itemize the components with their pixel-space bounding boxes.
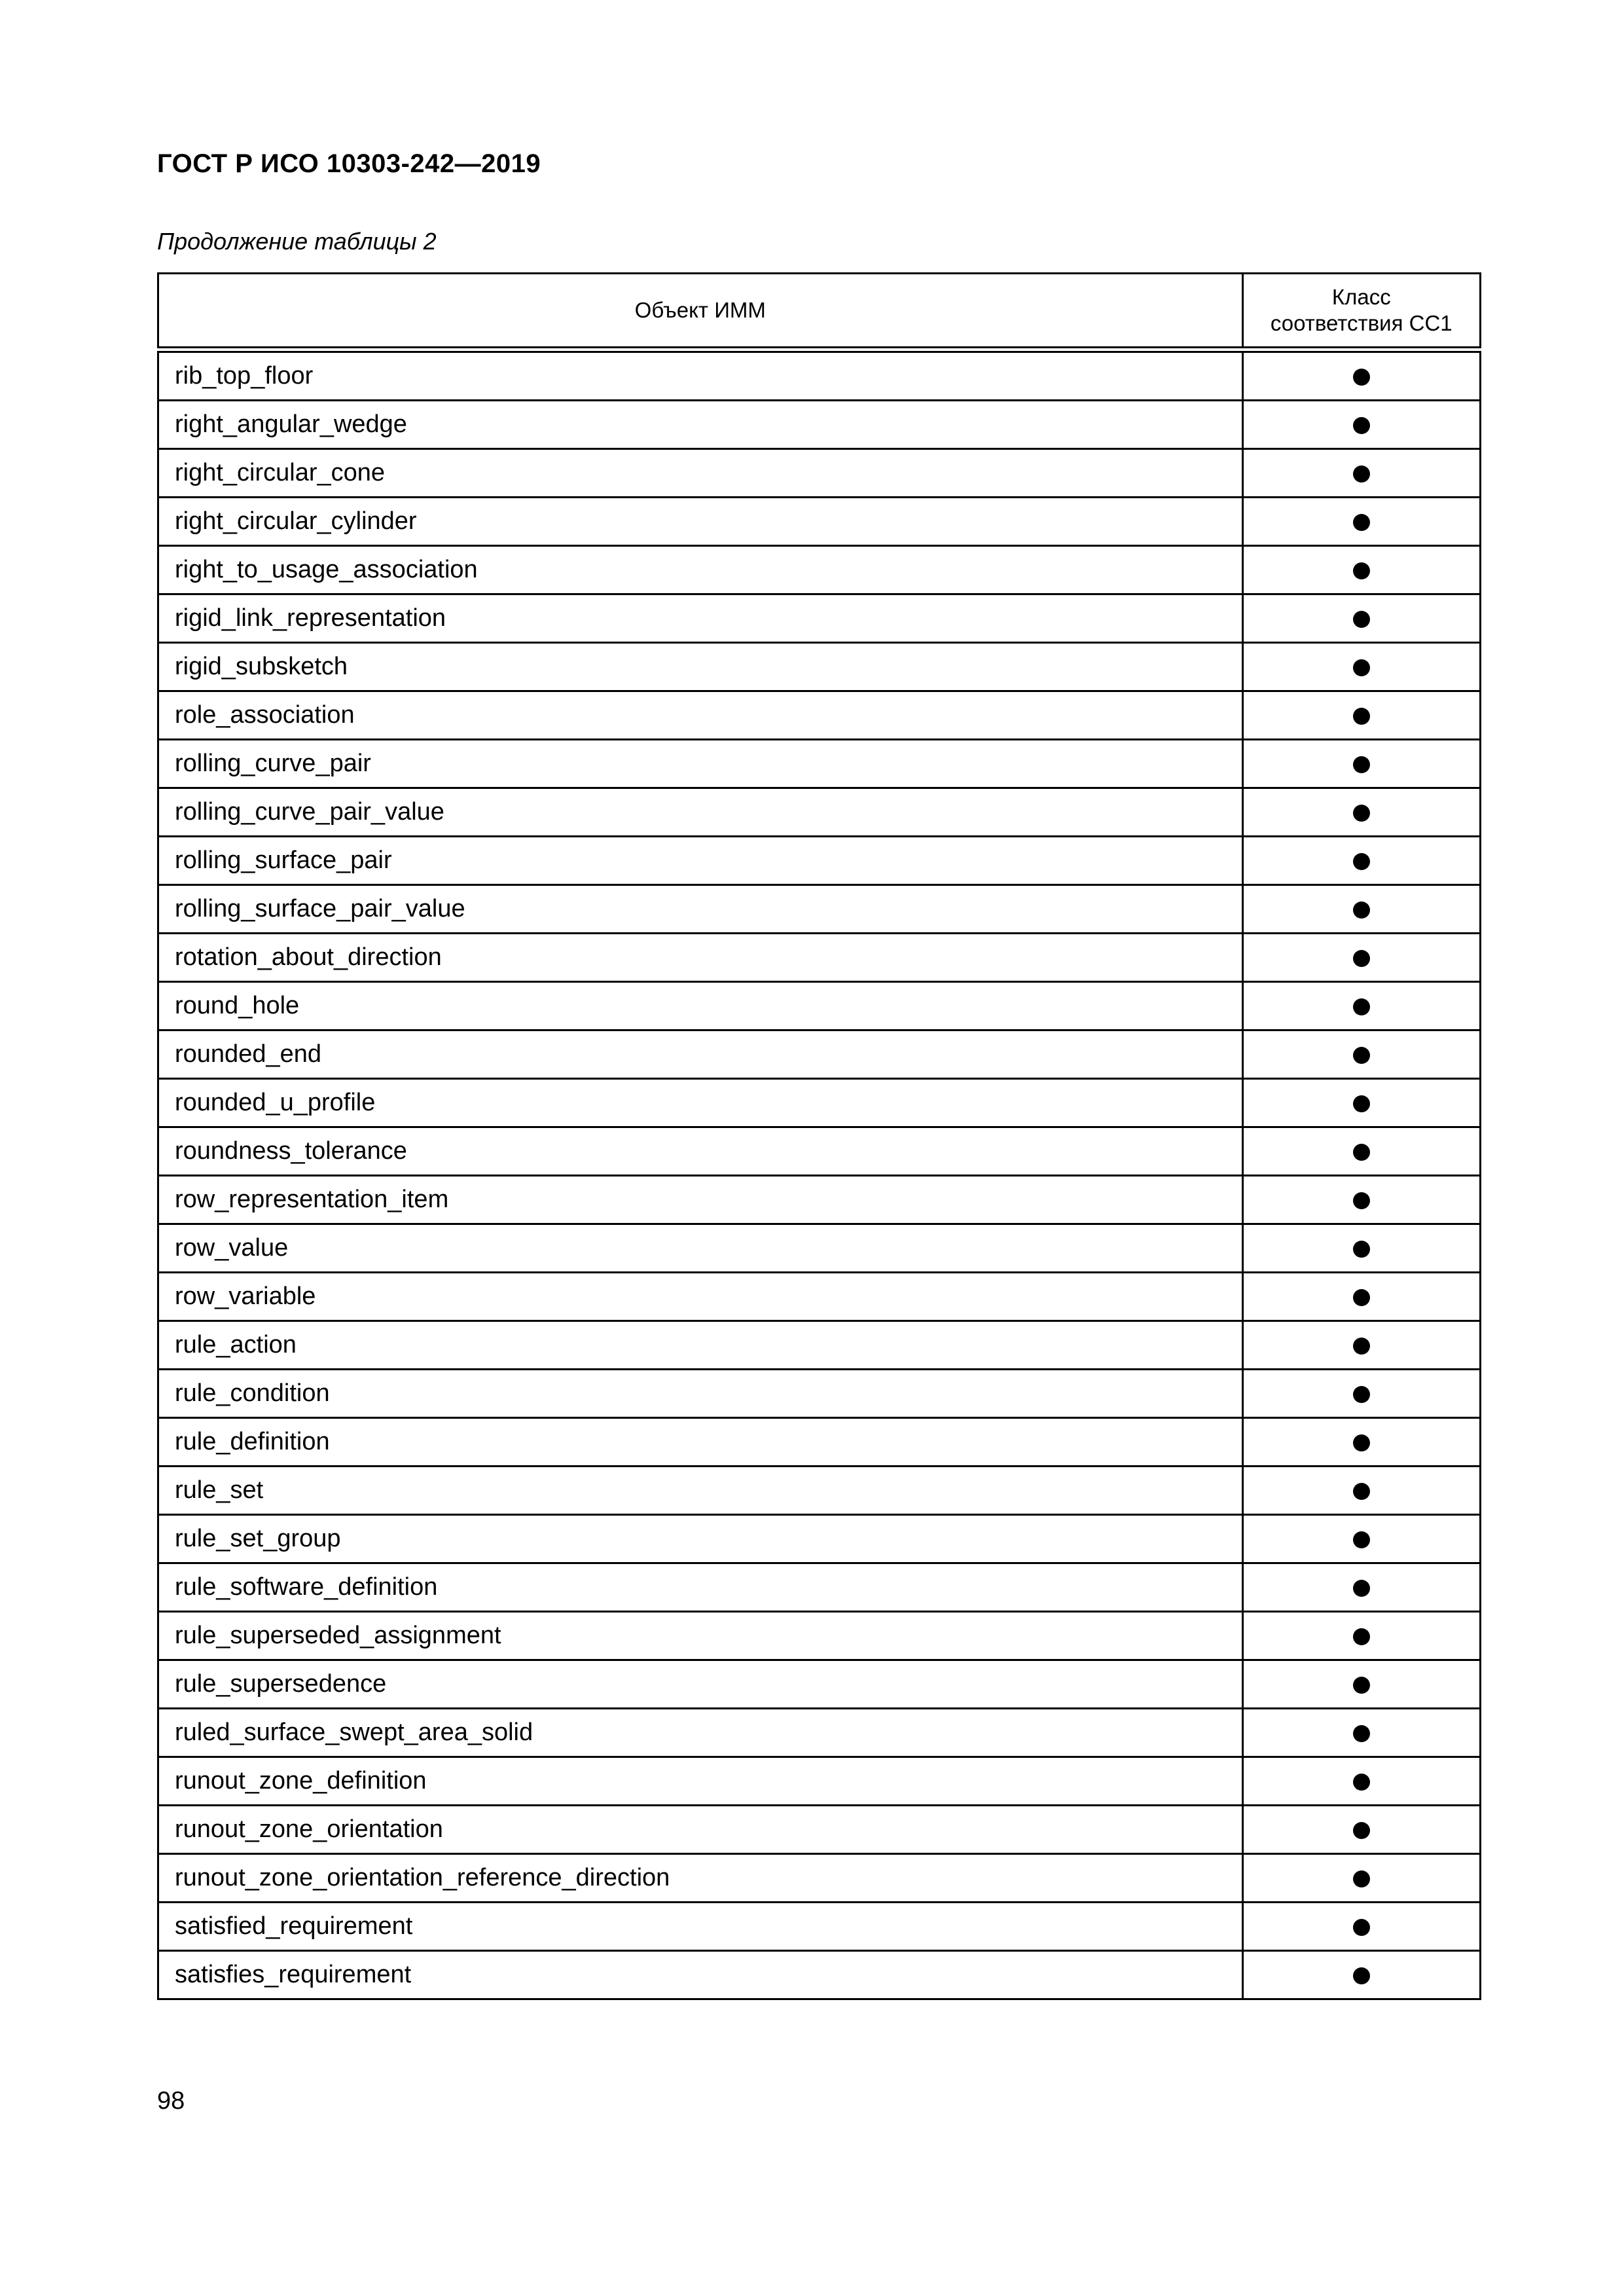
- filled-circle-icon: [1353, 853, 1370, 870]
- filled-circle-icon: [1353, 998, 1370, 1015]
- filled-circle-icon: [1353, 805, 1370, 822]
- cc1-cell: [1242, 1563, 1480, 1612]
- cc1-cell: [1242, 1224, 1480, 1273]
- table-row: [158, 1176, 1481, 1224]
- table-row: [158, 594, 1481, 643]
- cc1-cell: [1242, 350, 1480, 401]
- filled-circle-icon: [1353, 1047, 1370, 1064]
- cc1-cell: [1242, 643, 1480, 691]
- cc1-cell: [1242, 885, 1480, 934]
- object-name-cell: role_association: [158, 691, 1243, 740]
- object-name-cell: row_variable: [158, 1273, 1243, 1321]
- filled-circle-icon: [1353, 369, 1370, 386]
- table-row: [158, 691, 1481, 740]
- table-row: [158, 1612, 1481, 1660]
- filled-circle-icon: [1353, 562, 1370, 579]
- cc1-cell: [1242, 1273, 1480, 1321]
- filled-circle-icon: [1353, 1967, 1370, 1984]
- filled-circle-icon: [1353, 756, 1370, 773]
- table-row: [158, 740, 1481, 788]
- table-row: [158, 1903, 1481, 1951]
- table-row: [158, 1127, 1481, 1176]
- filled-circle-icon: [1353, 1531, 1370, 1548]
- document-header: ГОСТ Р ИСО 10303-242—2019: [157, 149, 541, 178]
- cc1-cell: [1242, 1418, 1480, 1467]
- object-name-cell: rolling_surface_pair: [158, 837, 1243, 885]
- filled-circle-icon: [1353, 1095, 1370, 1112]
- object-name-cell: row_value: [158, 1224, 1243, 1273]
- filled-circle-icon: [1353, 1677, 1370, 1694]
- cc1-cell: [1242, 1757, 1480, 1806]
- table-body: [158, 350, 1481, 1999]
- object-name-cell: ruled_surface_swept_area_solid: [158, 1709, 1243, 1757]
- table-row: [158, 643, 1481, 691]
- filled-circle-icon: [1353, 1338, 1370, 1355]
- table-row: [158, 350, 1481, 401]
- filled-circle-icon: [1353, 1628, 1370, 1645]
- table-row: [158, 498, 1481, 546]
- table-row: [158, 1467, 1481, 1515]
- filled-circle-icon: [1353, 1822, 1370, 1839]
- object-name-cell: runout_zone_definition: [158, 1757, 1243, 1806]
- object-name-cell: right_angular_wedge: [158, 401, 1243, 449]
- filled-circle-icon: [1353, 1144, 1370, 1161]
- object-name-cell: runout_zone_orientation: [158, 1806, 1243, 1854]
- object-name-cell: rule_definition: [158, 1418, 1243, 1467]
- object-name-cell: rolling_curve_pair_value: [158, 788, 1243, 837]
- compliance-table: [157, 272, 1481, 2000]
- cc1-cell: [1242, 1370, 1480, 1418]
- cc1-cell: [1242, 1176, 1480, 1224]
- table-row: [158, 1224, 1481, 1273]
- cc1-cell: [1242, 788, 1480, 837]
- table-row: [158, 982, 1481, 1030]
- object-name-cell: rounded_u_profile: [158, 1079, 1243, 1127]
- cc1-cell: [1242, 594, 1480, 643]
- filled-circle-icon: [1353, 1289, 1370, 1306]
- cc1-cell: [1242, 1903, 1480, 1951]
- cc1-cell: [1242, 1806, 1480, 1854]
- filled-circle-icon: [1353, 1434, 1370, 1451]
- filled-circle-icon: [1353, 1919, 1370, 1936]
- column-header-object: Объект ИММ: [158, 274, 1243, 350]
- object-name-cell: rule_set: [158, 1467, 1243, 1515]
- object-name-cell: roundness_tolerance: [158, 1127, 1243, 1176]
- object-name-cell: rounded_end: [158, 1030, 1243, 1079]
- filled-circle-icon: [1353, 1774, 1370, 1791]
- object-name-cell: rule_condition: [158, 1370, 1243, 1418]
- table-row: [158, 1660, 1481, 1709]
- object-name-cell: satisfied_requirement: [158, 1903, 1243, 1951]
- object-name-cell: right_circular_cone: [158, 449, 1243, 498]
- cc1-cell: [1242, 740, 1480, 788]
- object-name-cell: round_hole: [158, 982, 1243, 1030]
- filled-circle-icon: [1353, 708, 1370, 725]
- table-row: [158, 837, 1481, 885]
- cc1-cell: [1242, 1079, 1480, 1127]
- table-row: [158, 788, 1481, 837]
- object-name-cell: rigid_subsketch: [158, 643, 1243, 691]
- cc1-cell: [1242, 1467, 1480, 1515]
- column-header-class-label: Класс соответствия CC1: [1270, 285, 1453, 335]
- filled-circle-icon: [1353, 1580, 1370, 1597]
- object-name-cell: rib_top_floor: [158, 350, 1243, 401]
- table-row: [158, 1515, 1481, 1563]
- cc1-cell: [1242, 1854, 1480, 1903]
- object-name-cell: rule_supersedence: [158, 1660, 1243, 1709]
- table-row: [158, 1418, 1481, 1467]
- cc1-cell: [1242, 1709, 1480, 1757]
- cc1-cell: [1242, 1612, 1480, 1660]
- table-row: [158, 401, 1481, 449]
- table-row: [158, 1757, 1481, 1806]
- filled-circle-icon: [1353, 902, 1370, 919]
- table-row: [158, 1951, 1481, 1999]
- cc1-cell: [1242, 449, 1480, 498]
- object-name-cell: rolling_surface_pair_value: [158, 885, 1243, 934]
- table-row: [158, 1709, 1481, 1757]
- table-row: [158, 1370, 1481, 1418]
- cc1-cell: [1242, 691, 1480, 740]
- filled-circle-icon: [1353, 950, 1370, 967]
- filled-circle-icon: [1353, 1483, 1370, 1500]
- cc1-cell: [1242, 1660, 1480, 1709]
- filled-circle-icon: [1353, 1725, 1370, 1742]
- table-row: [158, 1273, 1481, 1321]
- cc1-cell: [1242, 982, 1480, 1030]
- cc1-cell: [1242, 401, 1480, 449]
- cc1-cell: [1242, 1515, 1480, 1563]
- filled-circle-icon: [1353, 611, 1370, 628]
- cc1-cell: [1242, 934, 1480, 982]
- page-number: 98: [157, 2087, 185, 2115]
- filled-circle-icon: [1353, 1386, 1370, 1403]
- object-name-cell: right_to_usage_association: [158, 546, 1243, 594]
- filled-circle-icon: [1353, 1241, 1370, 1258]
- table-row: [158, 1030, 1481, 1079]
- filled-circle-icon: [1353, 514, 1370, 531]
- table-row: [158, 885, 1481, 934]
- table-row: [158, 449, 1481, 498]
- object-name-cell: runout_zone_orientation_reference_direction: [158, 1854, 1243, 1903]
- cc1-cell: [1242, 498, 1480, 546]
- object-name-cell: rule_set_group: [158, 1515, 1243, 1563]
- object-name-cell: right_circular_cylinder: [158, 498, 1243, 546]
- cc1-cell: [1242, 1030, 1480, 1079]
- table-row: [158, 934, 1481, 982]
- object-name-cell: rule_action: [158, 1321, 1243, 1370]
- object-name-cell: rigid_link_representation: [158, 594, 1243, 643]
- filled-circle-icon: [1353, 1870, 1370, 1887]
- table-row: [158, 1321, 1481, 1370]
- cc1-cell: [1242, 1321, 1480, 1370]
- object-name-cell: rule_software_definition: [158, 1563, 1243, 1612]
- table-caption: Продолжение таблицы 2: [157, 228, 437, 255]
- object-name-cell: row_representation_item: [158, 1176, 1243, 1224]
- table-row: [158, 1806, 1481, 1854]
- table-row: [158, 1079, 1481, 1127]
- table-row: [158, 546, 1481, 594]
- column-header-class: [1242, 274, 1480, 350]
- filled-circle-icon: [1353, 417, 1370, 434]
- object-name-cell: rolling_curve_pair: [158, 740, 1243, 788]
- table-row: [158, 1563, 1481, 1612]
- filled-circle-icon: [1353, 465, 1370, 483]
- object-name-cell: rotation_about_direction: [158, 934, 1243, 982]
- cc1-cell: [1242, 837, 1480, 885]
- object-name-cell: rule_superseded_assignment: [158, 1612, 1243, 1660]
- cc1-cell: [1242, 1951, 1480, 1999]
- filled-circle-icon: [1353, 1192, 1370, 1209]
- object-name-cell: satisfies_requirement: [158, 1951, 1243, 1999]
- cc1-cell: [1242, 546, 1480, 594]
- table-header-row: [158, 274, 1481, 350]
- table-row: [158, 1854, 1481, 1903]
- cc1-cell: [1242, 1127, 1480, 1176]
- filled-circle-icon: [1353, 659, 1370, 676]
